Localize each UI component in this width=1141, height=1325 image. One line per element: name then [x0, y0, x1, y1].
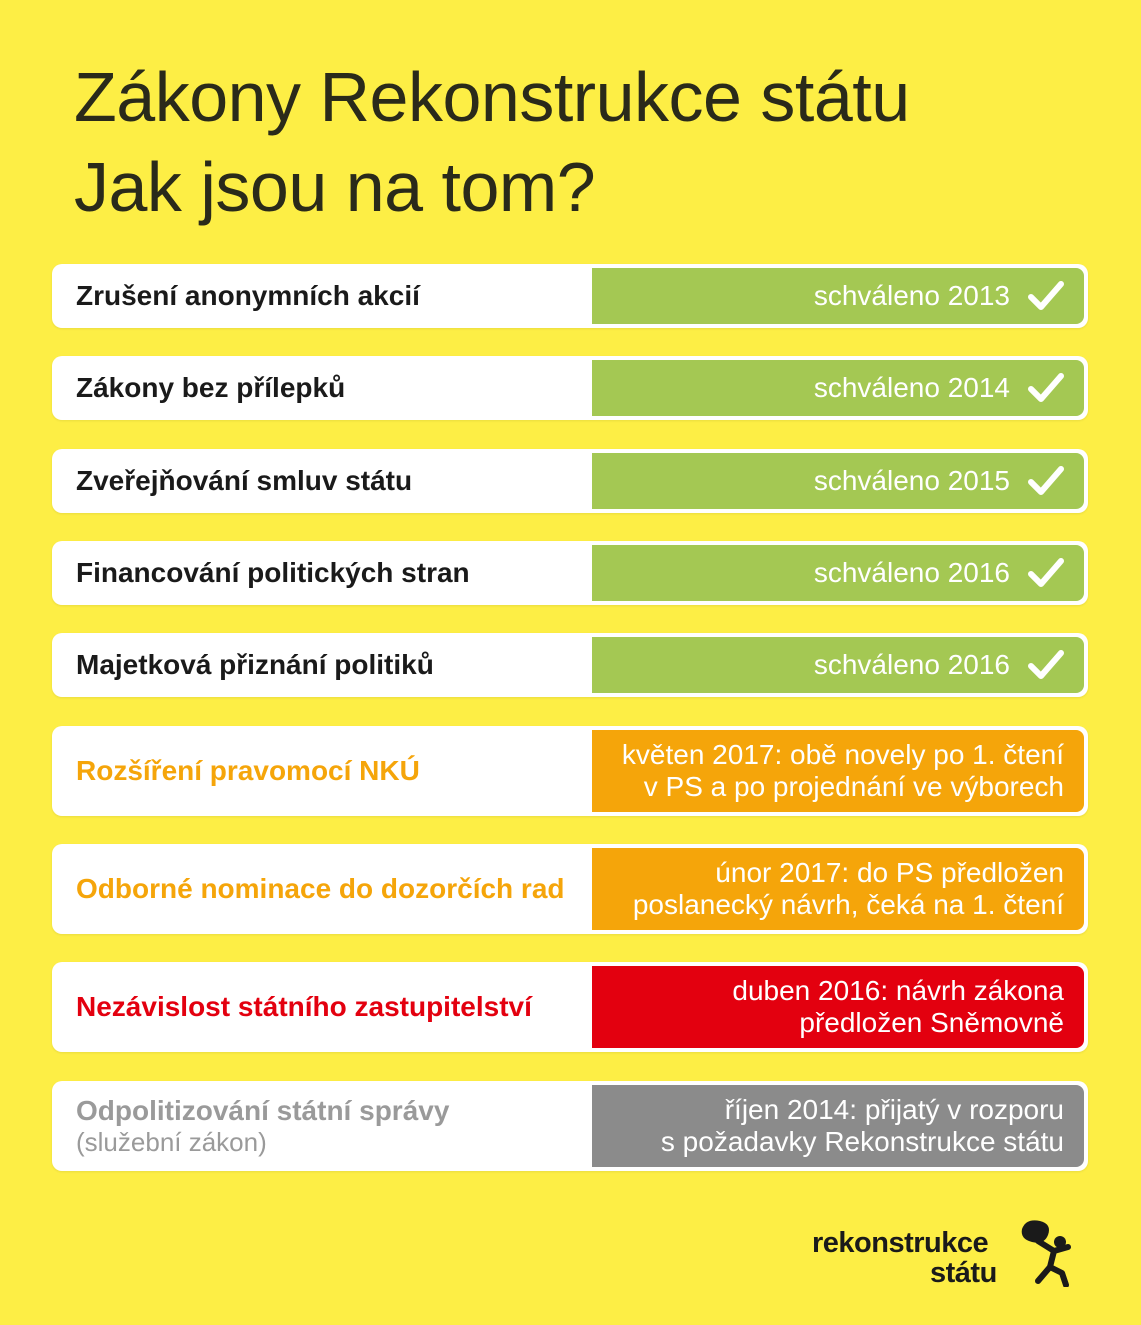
logo-text-line-2: státu: [930, 1257, 997, 1289]
status-text: schváleno 2014: [813, 372, 1010, 403]
status-line-2: předložen Sněmovně: [799, 1007, 1064, 1038]
status-badge: [592, 545, 1084, 601]
law-name: Zveřejňování smluv státu: [76, 465, 413, 496]
law-row: [52, 541, 1088, 605]
law-name-main: Odpolitizování státní správy: [76, 1094, 450, 1126]
status-text: schváleno 2015: [813, 465, 1010, 496]
status-line-2: v PS a po projednání ve výborech: [643, 771, 1064, 802]
law-row: [52, 356, 1088, 420]
status-line-2: s požadavky Rekonstrukce státu: [660, 1126, 1064, 1157]
status-line-1: říjen 2014: přijatý v rozporu: [724, 1094, 1064, 1125]
law-row: [52, 844, 1088, 934]
status-badge: [592, 268, 1084, 324]
check-icon: [1028, 557, 1064, 589]
law-name: Zákony bez přílepků: [76, 372, 346, 403]
worker-figure-icon: [1008, 1215, 1083, 1287]
status-text: [732, 975, 1064, 1039]
status-badge: [592, 637, 1084, 693]
logo-text-line-1: rekonstrukce: [812, 1227, 989, 1259]
status-badge: [592, 453, 1084, 509]
law-name: Nezávislost státního zastupitelství: [76, 991, 532, 1022]
law-row: [52, 264, 1088, 328]
title-line-2: Jak jsou na tom?: [74, 148, 596, 226]
law-name: Majetková přiznání politiků: [76, 649, 434, 680]
status-badge: [592, 360, 1084, 416]
law-name-sub: (služební zákon): [76, 1126, 267, 1157]
status-badge: [592, 848, 1084, 930]
status-line-2: poslanecký návrh, čeká na 1. čtení: [632, 889, 1064, 920]
status-badge: [592, 730, 1084, 812]
law-name: Zrušení anonymních akcií: [76, 280, 420, 311]
check-icon: [1028, 372, 1064, 404]
law-name: Rozšíření pravomocí NKÚ: [76, 755, 420, 786]
status-badge: [592, 1085, 1084, 1167]
law-name: [76, 1081, 596, 1171]
title-line-1: Zákony Rekonstrukce státu: [74, 58, 910, 136]
logo: [808, 1215, 1078, 1290]
law-row: [52, 633, 1088, 697]
status-line-1: duben 2016: návrh zákona: [732, 975, 1064, 1006]
law-row: [52, 449, 1088, 513]
check-icon: [1028, 465, 1064, 497]
status-text: schváleno 2013: [813, 280, 1010, 311]
status-badge: [592, 966, 1084, 1048]
law-row: [52, 726, 1088, 816]
check-icon: [1028, 280, 1064, 312]
status-text: [633, 857, 1064, 921]
status-text: [661, 1094, 1064, 1158]
law-row: [52, 1081, 1088, 1171]
law-name: Financování politických stran: [76, 557, 470, 588]
law-name: Odborné nominace do dozorčích rad: [76, 873, 565, 904]
status-text: schváleno 2016: [813, 557, 1010, 588]
status-text: [622, 739, 1064, 803]
status-line-1: květen 2017: obě novely po 1. čtení: [621, 739, 1064, 770]
check-icon: [1028, 649, 1064, 681]
status-line-1: únor 2017: do PS předložen: [715, 857, 1064, 888]
page-title: [74, 52, 910, 232]
status-text: schváleno 2016: [813, 649, 1010, 680]
law-row: [52, 962, 1088, 1052]
